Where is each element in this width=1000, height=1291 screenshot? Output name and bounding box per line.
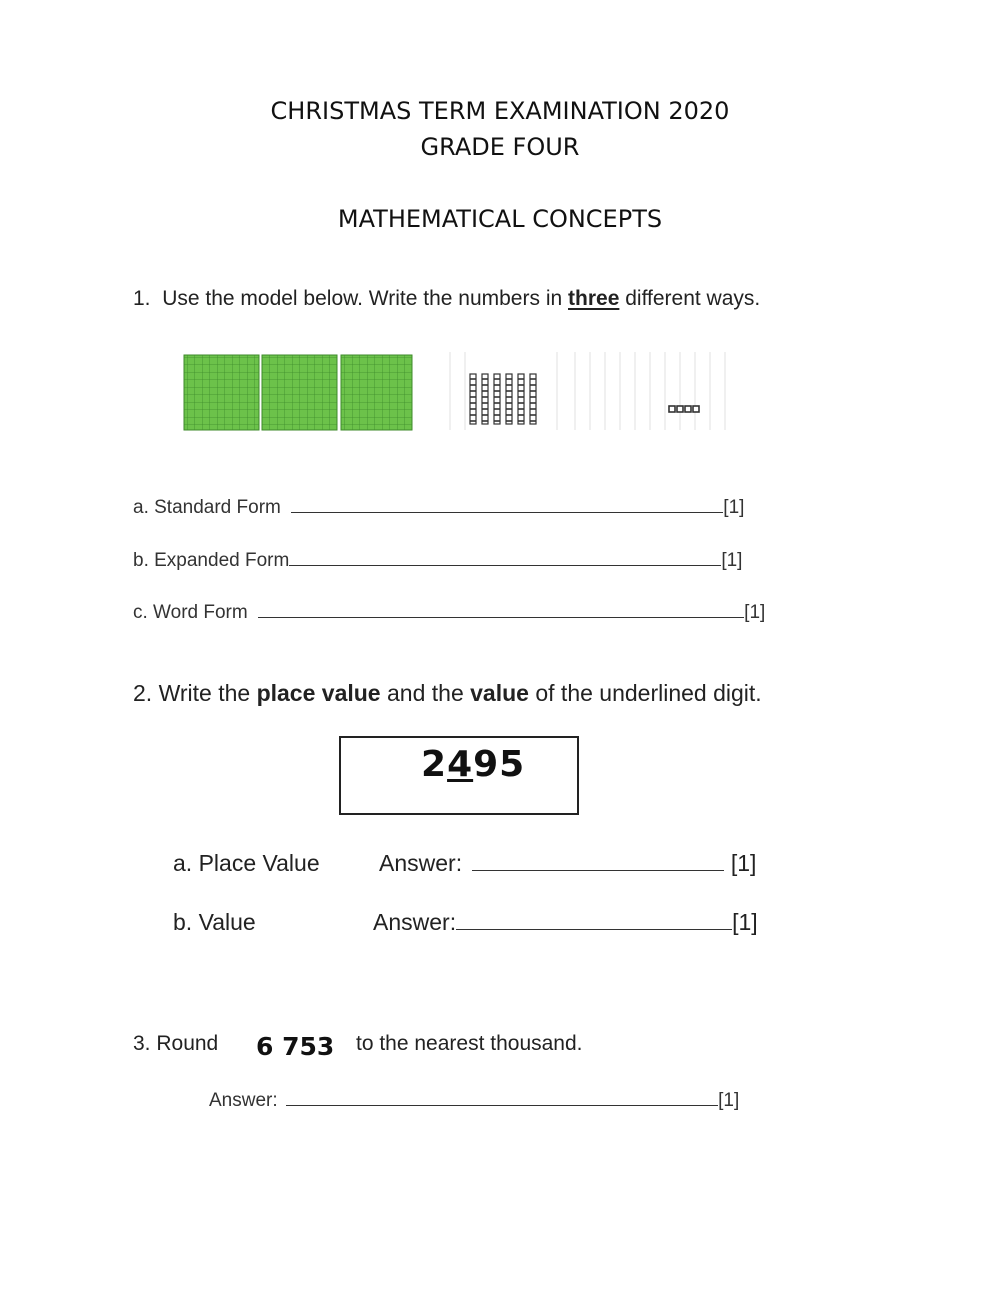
value-mark: [1] [732,909,758,935]
question-2-text-a: 2. Write the [133,680,251,706]
value-label: b. Value [173,909,256,935]
question-3-mark: [1] [718,1090,740,1111]
place-value-blank[interactable] [472,852,724,871]
round-number: 6 753 [256,1032,335,1061]
underlined-digit: 4 [447,744,474,785]
value-row [173,909,256,936]
one-cube-2 [677,406,683,412]
word-form-blank[interactable] [258,599,744,618]
number-before: 2 [421,744,448,785]
hundred-flat-2 [262,355,337,430]
standard-form-line [133,494,744,519]
base-ten-model [180,350,740,440]
expanded-form-label: b. Expanded Form [133,550,290,571]
word-form-line [133,599,765,624]
one-cube-4 [693,406,699,412]
question-2-text-b: and the [387,680,464,706]
number-after: 95 [473,744,526,785]
exam-title: CHRISTMAS TERM EXAMINATION 2020 [270,97,730,125]
question-1-text [133,287,760,311]
question-3-blank[interactable] [286,1087,718,1106]
one-cube-3 [685,406,691,412]
hundred-flat-3 [341,355,412,430]
place-value-mark: [1] [730,850,757,876]
ten-rod-3 [494,374,500,424]
question-1-text-after: different ways. [625,287,761,310]
question-1-emphasis: three [568,287,620,310]
word-form-label: c. Word Form [133,602,248,623]
expanded-form-line [133,547,742,572]
question-2-bold-b: value [470,680,529,706]
place-value-answer [379,850,756,877]
hundreds-flats [184,355,412,430]
expanded-form-mark: [1] [721,550,743,571]
hundred-flat-1 [184,355,259,430]
place-value-label: a. Place Value [173,850,320,876]
subject-label: MATHEMATICAL CONCEPTS [337,205,663,233]
question-2-text-c: of the underlined digit. [535,680,762,706]
question-1-number: 1. [133,287,151,310]
number-2495 [421,744,525,785]
standard-form-label: a. Standard Form [133,497,281,518]
question-3-text-before: 3. Round [133,1032,219,1055]
ten-rod-1 [470,374,476,424]
ten-rod-6 [530,374,536,424]
value-answer [373,909,758,936]
value-answer-label: Answer: [373,909,457,935]
place-value-answer-label: Answer: [379,850,463,876]
question-2-bold-a: place value [256,680,381,706]
one-cube-1 [669,406,675,412]
question-3-answer [209,1087,739,1112]
question-2-text [133,680,762,707]
standard-form-mark: [1] [723,497,745,518]
value-blank[interactable] [456,911,732,930]
expanded-form-blank[interactable] [289,547,721,566]
ten-rod-5 [518,374,524,424]
ten-rod-2 [482,374,488,424]
standard-form-blank[interactable] [291,494,723,513]
ten-rod-4 [506,374,512,424]
tens-rods [470,374,536,424]
faint-rods [450,352,725,430]
question-3-answer-label: Answer: [209,1090,278,1111]
grade-label: GRADE FOUR [420,133,580,161]
question-3-text-after: to the nearest thousand. [356,1032,583,1055]
ones-cubes [669,406,699,412]
word-form-mark: [1] [744,602,766,623]
place-value-row [173,850,320,877]
question-1-text-before: Use the model below. Write the numbers in [162,287,563,310]
